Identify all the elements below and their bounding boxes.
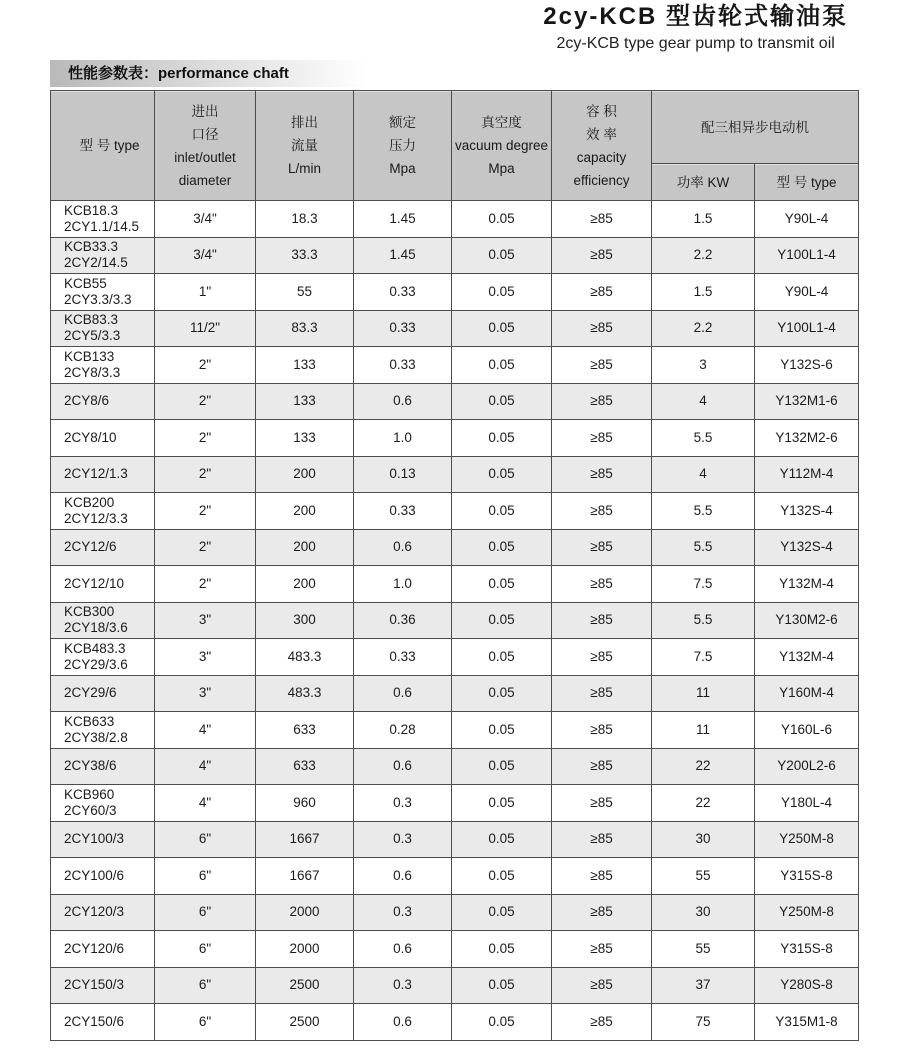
cell-type: 2CY150/3 (51, 967, 155, 1004)
cell-efficiency: ≥85 (552, 347, 652, 384)
cell-power: 75 (652, 1004, 755, 1041)
cell-type: KCB960 2CY60/3 (51, 785, 155, 822)
cell-type: 2CY8/6 (51, 383, 155, 420)
table-row (51, 237, 859, 274)
cell-diameter: 2" (155, 493, 256, 530)
cell-power: 22 (652, 748, 755, 785)
cell-flow: 83.3 (256, 310, 354, 347)
cell-pressure: 0.28 (354, 712, 452, 749)
cell-type: 2CY100/3 (51, 821, 155, 858)
cell-pressure: 0.6 (354, 529, 452, 566)
cell-motor: Y132M-4 (755, 566, 859, 603)
cell-diameter: 6" (155, 967, 256, 1004)
cell-diameter: 2" (155, 529, 256, 566)
cell-flow: 200 (256, 493, 354, 530)
cell-vacuum: 0.05 (452, 237, 552, 274)
cell-power: 4 (652, 383, 755, 420)
cell-power: 4 (652, 456, 755, 493)
cell-efficiency: ≥85 (552, 675, 652, 712)
cell-motor: Y315S-8 (755, 931, 859, 968)
cell-flow: 133 (256, 420, 354, 457)
cell-vacuum: 0.05 (452, 274, 552, 311)
cell-diameter: 2" (155, 383, 256, 420)
cell-pressure: 0.6 (354, 383, 452, 420)
cell-motor: Y132M2-6 (755, 420, 859, 457)
cell-diameter: 2" (155, 456, 256, 493)
table-row (51, 1004, 859, 1041)
cell-vacuum: 0.05 (452, 748, 552, 785)
cell-efficiency: ≥85 (552, 602, 652, 639)
cell-motor: Y132S-4 (755, 493, 859, 530)
cell-flow: 2000 (256, 931, 354, 968)
header-motor-group: 配三相异步电动机 (652, 91, 859, 164)
cell-vacuum: 0.05 (452, 347, 552, 384)
cell-diameter: 6" (155, 931, 256, 968)
cell-power: 55 (652, 931, 755, 968)
cell-efficiency: ≥85 (552, 237, 652, 274)
cell-pressure: 0.13 (354, 456, 452, 493)
cell-power: 7.5 (652, 566, 755, 603)
cell-vacuum: 0.05 (452, 821, 552, 858)
cell-efficiency: ≥85 (552, 456, 652, 493)
cell-flow: 18.3 (256, 201, 354, 238)
cell-power: 1.5 (652, 201, 755, 238)
cell-pressure: 1.0 (354, 566, 452, 603)
cell-pressure: 0.33 (354, 639, 452, 676)
cell-flow: 1667 (256, 858, 354, 895)
cell-pressure: 1.45 (354, 237, 452, 274)
cell-power: 5.5 (652, 529, 755, 566)
header-motor-type: 型 号 type (755, 164, 859, 201)
cell-pressure: 0.6 (354, 675, 452, 712)
cell-motor: Y132M1-6 (755, 383, 859, 420)
cell-efficiency: ≥85 (552, 529, 652, 566)
cell-type: KCB200 2CY12/3.3 (51, 493, 155, 530)
cell-motor: Y315S-8 (755, 858, 859, 895)
cell-flow: 133 (256, 383, 354, 420)
cell-motor: Y250M-8 (755, 894, 859, 931)
cell-vacuum: 0.05 (452, 1004, 552, 1041)
cell-power: 1.5 (652, 274, 755, 311)
cell-efficiency: ≥85 (552, 310, 652, 347)
cell-type: KCB633 2CY38/2.8 (51, 712, 155, 749)
cell-pressure: 0.6 (354, 1004, 452, 1041)
cell-type: 2CY12/6 (51, 529, 155, 566)
table-header (51, 91, 859, 201)
cell-pressure: 0.3 (354, 967, 452, 1004)
cell-diameter: 4" (155, 748, 256, 785)
performance-table (50, 90, 859, 1041)
cell-type: 2CY29/6 (51, 675, 155, 712)
header-type: 型 号 type (51, 91, 155, 201)
table-row (51, 383, 859, 420)
title-block (543, 0, 848, 54)
cell-power: 5.5 (652, 493, 755, 530)
cell-flow: 55 (256, 274, 354, 311)
page-subtitle: 2cy-KCB type gear pump to transmit oil (556, 35, 835, 52)
cell-power: 3 (652, 347, 755, 384)
cell-type: 2CY12/10 (51, 566, 155, 603)
cell-type: KCB300 2CY18/3.6 (51, 602, 155, 639)
table-row (51, 639, 859, 676)
cell-pressure: 0.3 (354, 821, 452, 858)
section-title: 性能参数表：performance chaft (50, 60, 368, 87)
cell-motor: Y250M-8 (755, 821, 859, 858)
cell-power: 2.2 (652, 310, 755, 347)
cell-efficiency: ≥85 (552, 639, 652, 676)
cell-vacuum: 0.05 (452, 785, 552, 822)
cell-vacuum: 0.05 (452, 931, 552, 968)
cell-flow: 33.3 (256, 237, 354, 274)
cell-pressure: 0.36 (354, 602, 452, 639)
cell-diameter: 6" (155, 821, 256, 858)
cell-type: KCB483.3 2CY29/3.6 (51, 639, 155, 676)
cell-vacuum: 0.05 (452, 383, 552, 420)
table-row (51, 529, 859, 566)
cell-motor: Y180L-4 (755, 785, 859, 822)
cell-efficiency: ≥85 (552, 712, 652, 749)
table-row (51, 712, 859, 749)
table-row (51, 201, 859, 238)
cell-efficiency: ≥85 (552, 201, 652, 238)
cell-power: 30 (652, 894, 755, 931)
cell-type: KCB133 2CY8/3.3 (51, 347, 155, 384)
cell-pressure: 0.33 (354, 310, 452, 347)
cell-efficiency: ≥85 (552, 967, 652, 1004)
cell-pressure: 0.6 (354, 748, 452, 785)
cell-diameter: 3" (155, 639, 256, 676)
cell-efficiency: ≥85 (552, 420, 652, 457)
cell-efficiency: ≥85 (552, 894, 652, 931)
cell-pressure: 0.3 (354, 894, 452, 931)
table-row (51, 785, 859, 822)
cell-diameter: 4" (155, 785, 256, 822)
cell-type: 2CY100/6 (51, 858, 155, 895)
cell-flow: 960 (256, 785, 354, 822)
table-row (51, 493, 859, 530)
cell-flow: 200 (256, 456, 354, 493)
cell-type: 2CY38/6 (51, 748, 155, 785)
table-row (51, 748, 859, 785)
table-row (51, 274, 859, 311)
cell-power: 5.5 (652, 602, 755, 639)
cell-vacuum: 0.05 (452, 456, 552, 493)
cell-motor: Y90L-4 (755, 274, 859, 311)
header-rated-pressure: 额定 压力 Mpa (354, 91, 452, 201)
cell-type: KCB55 2CY3.3/3.3 (51, 274, 155, 311)
cell-motor: Y100L1-4 (755, 310, 859, 347)
cell-motor: Y160L-6 (755, 712, 859, 749)
cell-diameter: 2" (155, 566, 256, 603)
cell-vacuum: 0.05 (452, 602, 552, 639)
cell-efficiency: ≥85 (552, 274, 652, 311)
cell-power: 11 (652, 675, 755, 712)
table-body (51, 201, 859, 1041)
cell-efficiency: ≥85 (552, 821, 652, 858)
cell-vacuum: 0.05 (452, 967, 552, 1004)
header-inlet-outlet-diameter: 进出 口径 inlet/outlet diameter (155, 91, 256, 201)
header-capacity-efficiency: 容 积 效 率 capacity efficiency (552, 91, 652, 201)
cell-efficiency: ≥85 (552, 383, 652, 420)
cell-flow: 200 (256, 566, 354, 603)
cell-flow: 300 (256, 602, 354, 639)
cell-type: 2CY150/6 (51, 1004, 155, 1041)
cell-flow: 483.3 (256, 675, 354, 712)
cell-pressure: 1.0 (354, 420, 452, 457)
header-flow: 排出 流量 L/min (256, 91, 354, 201)
table-row (51, 858, 859, 895)
table-row (51, 310, 859, 347)
cell-pressure: 0.6 (354, 858, 452, 895)
cell-flow: 1667 (256, 821, 354, 858)
cell-diameter: 3" (155, 675, 256, 712)
cell-diameter: 2" (155, 420, 256, 457)
table-row (51, 675, 859, 712)
cell-vacuum: 0.05 (452, 529, 552, 566)
cell-flow: 133 (256, 347, 354, 384)
cell-type: KCB33.3 2CY2/14.5 (51, 237, 155, 274)
cell-motor: Y132S-4 (755, 529, 859, 566)
cell-motor: Y130M2-6 (755, 602, 859, 639)
cell-vacuum: 0.05 (452, 493, 552, 530)
table-row (51, 894, 859, 931)
cell-power: 5.5 (652, 420, 755, 457)
cell-motor: Y132M-4 (755, 639, 859, 676)
cell-diameter: 3/4" (155, 201, 256, 238)
table-row (51, 566, 859, 603)
cell-type: 2CY120/6 (51, 931, 155, 968)
cell-diameter: 2" (155, 347, 256, 384)
table-row (51, 456, 859, 493)
cell-efficiency: ≥85 (552, 748, 652, 785)
cell-diameter: 6" (155, 858, 256, 895)
cell-efficiency: ≥85 (552, 858, 652, 895)
cell-vacuum: 0.05 (452, 675, 552, 712)
cell-motor: Y112M-4 (755, 456, 859, 493)
table-row (51, 420, 859, 457)
cell-efficiency: ≥85 (552, 566, 652, 603)
cell-pressure: 0.33 (354, 347, 452, 384)
cell-vacuum: 0.05 (452, 566, 552, 603)
cell-flow: 2500 (256, 1004, 354, 1041)
page-title: 2cy-KCB 型齿轮式输油泵 (543, 3, 848, 30)
cell-flow: 2000 (256, 894, 354, 931)
cell-power: 37 (652, 967, 755, 1004)
cell-pressure: 0.6 (354, 931, 452, 968)
cell-diameter: 3/4" (155, 237, 256, 274)
cell-flow: 200 (256, 529, 354, 566)
table-row (51, 602, 859, 639)
cell-pressure: 0.3 (354, 785, 452, 822)
cell-vacuum: 0.05 (452, 420, 552, 457)
cell-pressure: 1.45 (354, 201, 452, 238)
cell-flow: 2500 (256, 967, 354, 1004)
cell-vacuum: 0.05 (452, 858, 552, 895)
cell-vacuum: 0.05 (452, 310, 552, 347)
cell-motor: Y315M1-8 (755, 1004, 859, 1041)
cell-power: 11 (652, 712, 755, 749)
cell-diameter: 3" (155, 602, 256, 639)
cell-flow: 633 (256, 748, 354, 785)
cell-type: 2CY12/1.3 (51, 456, 155, 493)
cell-pressure: 0.33 (354, 493, 452, 530)
header-power-kw: 功率 KW (652, 164, 755, 201)
table-row (51, 967, 859, 1004)
cell-motor: Y280S-8 (755, 967, 859, 1004)
cell-power: 55 (652, 858, 755, 895)
cell-diameter: 11/2" (155, 310, 256, 347)
cell-diameter: 4" (155, 712, 256, 749)
cell-motor: Y160M-4 (755, 675, 859, 712)
cell-diameter: 1" (155, 274, 256, 311)
cell-vacuum: 0.05 (452, 201, 552, 238)
cell-diameter: 6" (155, 1004, 256, 1041)
cell-efficiency: ≥85 (552, 493, 652, 530)
cell-motor: Y200L2-6 (755, 748, 859, 785)
cell-motor: Y90L-4 (755, 201, 859, 238)
cell-type: 2CY8/10 (51, 420, 155, 457)
cell-motor: Y100L1-4 (755, 237, 859, 274)
table-row (51, 821, 859, 858)
cell-diameter: 6" (155, 894, 256, 931)
cell-type: KCB83.3 2CY5/3.3 (51, 310, 155, 347)
cell-power: 22 (652, 785, 755, 822)
cell-type: KCB18.3 2CY1.1/14.5 (51, 201, 155, 238)
cell-power: 30 (652, 821, 755, 858)
table-row (51, 347, 859, 384)
cell-pressure: 0.33 (354, 274, 452, 311)
cell-type: 2CY120/3 (51, 894, 155, 931)
cell-power: 2.2 (652, 237, 755, 274)
cell-vacuum: 0.05 (452, 712, 552, 749)
cell-efficiency: ≥85 (552, 785, 652, 822)
cell-flow: 483.3 (256, 639, 354, 676)
cell-flow: 633 (256, 712, 354, 749)
cell-vacuum: 0.05 (452, 639, 552, 676)
cell-motor: Y132S-6 (755, 347, 859, 384)
cell-power: 7.5 (652, 639, 755, 676)
cell-vacuum: 0.05 (452, 894, 552, 931)
cell-efficiency: ≥85 (552, 931, 652, 968)
cell-efficiency: ≥85 (552, 1004, 652, 1041)
header-vacuum-degree: 真空度 vacuum degree Mpa (452, 91, 552, 201)
table-row (51, 931, 859, 968)
